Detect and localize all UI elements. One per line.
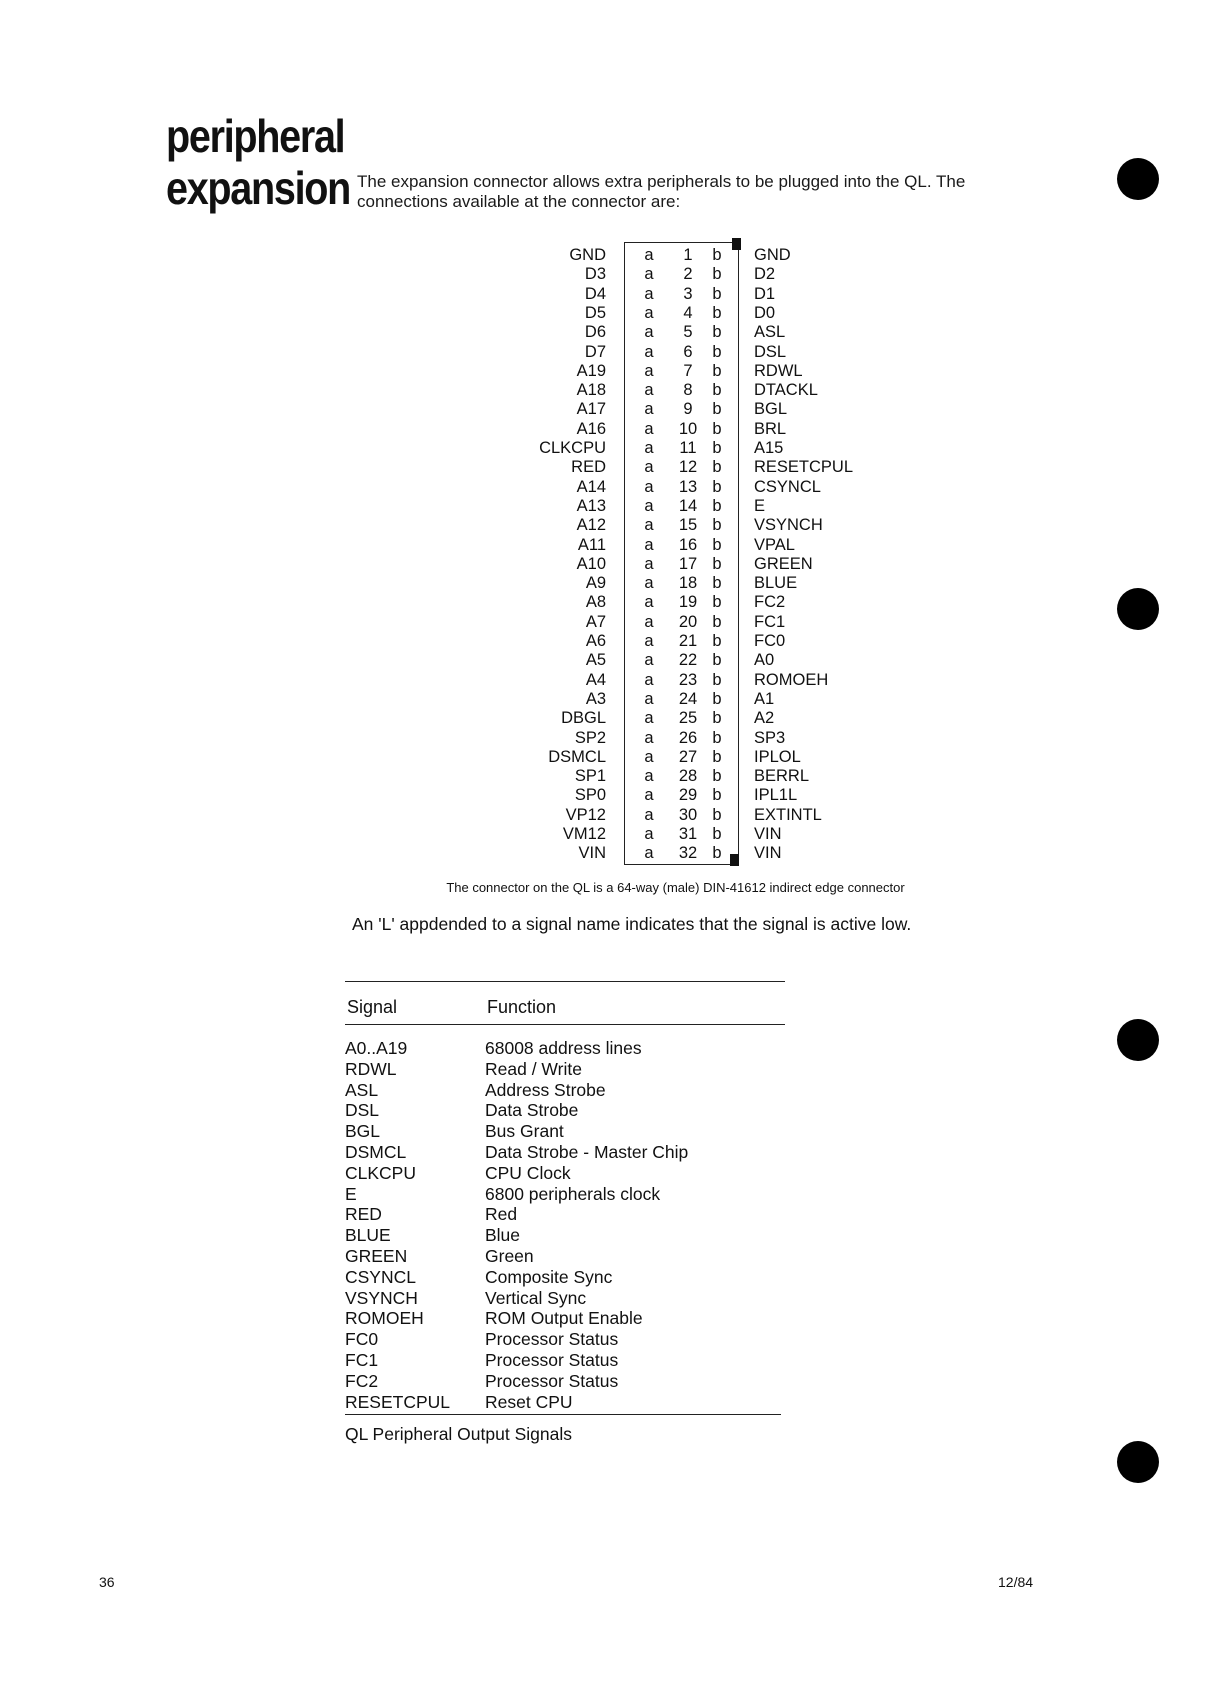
pin-row-b-label: b (712, 265, 722, 284)
pin-signal-b: BGL (754, 400, 788, 419)
pin-row-a-label: a (644, 825, 654, 843)
pin-signal-b: A0 (754, 651, 775, 670)
pin-number: 3 (683, 284, 693, 303)
table-row (345, 1184, 785, 1205)
pin-row (518, 729, 908, 748)
pin-signal-a: A11 (577, 535, 606, 554)
pin-signal-a: SP1 (574, 767, 606, 786)
table-row (345, 1267, 785, 1288)
pin-signal-a: GND (569, 246, 606, 264)
signal-function: Read / Write (485, 1058, 582, 1079)
table-top-rule (345, 981, 785, 982)
signal-function: CPU Clock (485, 1162, 571, 1183)
pin-signal-a: A18 (576, 381, 606, 400)
pin-number: 6 (683, 342, 693, 361)
pin-row (518, 362, 908, 381)
pin-row-a-label: a (644, 805, 654, 824)
pin-row-b-label: b (712, 670, 722, 689)
pin-row-b-label: b (712, 805, 722, 824)
pin-signal-b: GREEN (754, 554, 813, 573)
pin-signal-a: A8 (585, 593, 606, 612)
pin-number: 13 (678, 477, 698, 496)
pin-row (518, 497, 908, 516)
pin-row-b-label: b (712, 728, 722, 747)
pin-number: 17 (678, 554, 698, 573)
pin-row (518, 343, 908, 362)
signal-name: CLKCPU (345, 1162, 416, 1183)
pin-row (518, 767, 908, 786)
pin-signal-b: DTACKL (754, 381, 818, 400)
pin-row-b-label: b (712, 458, 722, 477)
pin-row-a-label: a (644, 574, 654, 593)
pin-signal-a: A17 (576, 400, 606, 419)
pin-row (518, 825, 908, 844)
pin-row-a-label: a (644, 303, 654, 322)
signal-name: RED (345, 1204, 382, 1225)
connector-pinout (518, 238, 908, 868)
pin-signal-b: IPL1L (754, 786, 798, 805)
pin-signal-a: A13 (576, 496, 606, 515)
table-row (345, 1392, 785, 1413)
table-row (345, 1038, 785, 1059)
table-row (345, 1329, 785, 1350)
pin-row (518, 285, 908, 304)
signal-name: FC1 (345, 1350, 379, 1370)
pin-row-a-label: a (644, 458, 654, 477)
table-row (345, 1350, 785, 1371)
signal-name: RDWL (345, 1058, 397, 1079)
pin-number: 7 (683, 361, 693, 380)
pin-row-a-label: a (644, 419, 654, 438)
pin-row-a-label: a (644, 767, 654, 786)
pin-row (518, 458, 908, 477)
pin-signal-a: A14 (576, 477, 606, 496)
signal-function: Processor Status (485, 1350, 619, 1370)
pin-row-b-label: b (712, 419, 722, 438)
pin-signal-a: A3 (585, 689, 606, 708)
pin-row-b-label: b (712, 709, 722, 728)
signal-name: VSYNCH (345, 1287, 418, 1308)
signal-function: ROM Output Enable (485, 1308, 643, 1329)
pin-row (518, 844, 908, 863)
pin-number: 29 (678, 786, 698, 805)
pin-row-b-label: b (712, 496, 722, 515)
page-date: 12/84 (998, 1574, 1034, 1590)
pin-row-a-label: a (644, 342, 654, 361)
pin-row-a-label: a (644, 689, 654, 708)
pin-row (518, 574, 908, 593)
pin-signal-a: D3 (584, 265, 606, 284)
pin-row-a-label: a (644, 844, 654, 863)
table-bottom-rule (345, 1414, 781, 1415)
pin-row-a-label: a (644, 612, 654, 631)
pin-number: 28 (678, 767, 698, 786)
pin-row-b-label: b (712, 554, 722, 573)
signal-name: BGL (345, 1121, 381, 1142)
binder-hole-icon (1117, 1441, 1159, 1483)
pin-row-a-label: a (644, 632, 654, 650)
signal-name: A0..A19 (345, 1038, 408, 1058)
pin-row-b-label: b (712, 246, 722, 264)
pin-row-a-label: a (644, 439, 654, 457)
pin-row (518, 516, 908, 535)
pin-number: 16 (678, 535, 698, 554)
pin-signal-a: A19 (576, 361, 606, 380)
pin-row (518, 265, 908, 284)
pin-signal-b: DSL (754, 342, 787, 361)
signal-function: Vertical Sync (485, 1287, 587, 1308)
pin-row (518, 632, 908, 651)
signal-function: Processor Status (485, 1370, 619, 1391)
signal-name: RESETCPUL (345, 1391, 451, 1412)
signal-name: FC2 (345, 1370, 379, 1391)
intro-paragraph: The expansion connector allows extra peripherals to be plugged into the QL. The connections available at the connector are: (357, 172, 966, 211)
pin-row (518, 671, 908, 690)
pin-signal-b: FC0 (754, 632, 786, 650)
signal-name: BLUE (345, 1225, 391, 1246)
signal-name: E (345, 1183, 357, 1204)
pin-row (518, 420, 908, 439)
signal-function: Processor Status (485, 1329, 619, 1350)
pin-row-b-label: b (712, 516, 722, 535)
signal-function: Red (485, 1204, 518, 1225)
table-row (345, 1371, 785, 1392)
signal-function: Data Strobe - Master Chip (485, 1142, 689, 1162)
pin-row-b-label: b (712, 786, 722, 805)
title-line-2: expansion (166, 162, 351, 214)
pin-signal-b: IPLOL (754, 747, 801, 766)
signal-name: DSL (345, 1100, 380, 1121)
pin-signal-a: SP2 (574, 728, 606, 747)
pin-number: 12 (678, 458, 698, 477)
header-rule (345, 1024, 785, 1025)
pin-row-b-label: b (712, 342, 722, 361)
table-row (345, 1100, 785, 1121)
pin-row-a-label: a (644, 786, 654, 805)
pin-signal-a: D6 (584, 323, 606, 342)
pin-row-b-label: b (712, 844, 722, 863)
pin-number: 21 (678, 632, 698, 650)
pin-signal-b: EXTINTL (754, 805, 822, 824)
pin-signal-a: A5 (585, 651, 606, 670)
pin-row-b-label: b (712, 825, 722, 843)
pin-row (518, 786, 908, 805)
pin-number: 5 (683, 323, 693, 342)
table-row (345, 1163, 785, 1184)
pin-signal-b: D2 (754, 265, 776, 284)
pin-signal-a: VM12 (562, 825, 606, 843)
pin-row-b-label: b (712, 439, 722, 457)
pin-signal-b: BERRL (754, 767, 810, 786)
pin-row (518, 613, 908, 632)
pin-signal-b: FC1 (754, 612, 786, 631)
pin-row-a-label: a (644, 265, 654, 284)
pin-signal-b: CSYNCL (754, 477, 821, 496)
pin-row (518, 651, 908, 670)
table-row (345, 1308, 785, 1329)
pin-number: 23 (678, 670, 698, 689)
signal-function: Reset CPU (485, 1391, 573, 1412)
pin-signal-b: D0 (754, 303, 776, 322)
table-row (345, 1059, 785, 1080)
pin-row (518, 806, 908, 825)
pin-signal-a: A6 (585, 632, 606, 650)
pin-row (518, 400, 908, 419)
pin-signal-a: D7 (584, 342, 606, 361)
signal-name: ASL (345, 1079, 379, 1100)
table-row (345, 1080, 785, 1101)
page-number: 36 (99, 1574, 115, 1590)
pin-signal-b: RESETCPUL (754, 458, 854, 477)
pin-row-a-label: a (644, 284, 654, 303)
table-row (345, 1225, 785, 1246)
signal-function: Blue (485, 1225, 521, 1246)
table-row (345, 1142, 785, 1163)
function-column-header: Function (487, 997, 557, 1017)
signal-name: FC0 (345, 1329, 379, 1350)
pin-signal-b: FC2 (754, 593, 786, 612)
pin-row (518, 748, 908, 767)
table-row (345, 1246, 785, 1267)
pin-signal-b: A15 (754, 439, 784, 457)
pin-signal-a: A4 (585, 670, 606, 689)
pin-number: 1 (683, 246, 693, 264)
pin-row (518, 593, 908, 612)
pin-row-b-label: b (712, 612, 722, 631)
pin-row-a-label: a (644, 747, 654, 766)
pin-row-a-label: a (644, 535, 654, 554)
pin-row-a-label: a (644, 477, 654, 496)
pin-number: 2 (683, 265, 693, 284)
signal-name: GREEN (345, 1246, 408, 1266)
pin-row-a-label: a (644, 728, 654, 747)
signal-name: CSYNCL (345, 1266, 416, 1287)
binder-hole-icon (1117, 588, 1159, 630)
pin-signal-b: BRL (754, 419, 787, 438)
pin-number: 11 (679, 439, 697, 457)
signal-function: Composite Sync (485, 1266, 613, 1287)
pin-row-a-label: a (644, 496, 654, 515)
pin-signal-b: VSYNCH (754, 516, 823, 535)
pin-number: 18 (678, 574, 698, 593)
pin-row-a-label: a (644, 381, 654, 400)
connector-caption: The connector on the QL is a 64-way (male) DIN-41612 indirect edge connector (446, 880, 905, 895)
binder-hole-icon (1117, 158, 1159, 200)
pin-number: 15 (678, 516, 698, 535)
pin-row-a-label: a (644, 400, 654, 419)
pin-signal-a: RED (571, 458, 606, 477)
pin-number: 19 (678, 593, 698, 612)
pin-row-a-label: a (644, 361, 654, 380)
pin-row (518, 690, 908, 709)
pin-row-a-label: a (644, 516, 654, 535)
pin-number: 4 (683, 303, 693, 322)
pin-row-b-label: b (712, 651, 722, 670)
title-line-1: peripheral (166, 110, 345, 162)
signal-name: DSMCL (345, 1142, 407, 1162)
pin-row (518, 381, 908, 400)
pin-signal-b: BLUE (754, 574, 798, 593)
pin-signal-b: SP3 (754, 728, 786, 747)
pin-signal-b: ASL (754, 323, 786, 342)
active-low-note: An 'L' appdended to a signal name indicates that the signal is active low. (352, 914, 912, 934)
signal-name: ROMOEH (345, 1308, 424, 1329)
pin-row-b-label: b (712, 593, 722, 612)
page-title (166, 110, 350, 214)
pin-signal-b: VPAL (754, 535, 795, 554)
pin-number: 14 (678, 496, 698, 515)
pin-row (518, 323, 908, 342)
pin-row-b-label: b (712, 284, 722, 303)
pin-row (518, 536, 908, 555)
pin-signal-a: VIN (578, 844, 606, 863)
pin-number: 8 (683, 381, 693, 400)
pin-signal-a: A9 (585, 574, 606, 593)
pin-row-a-label: a (644, 246, 654, 264)
pin-signal-a: D4 (584, 284, 606, 303)
pin-signal-a: A10 (576, 554, 606, 573)
pin-row-b-label: b (712, 632, 722, 650)
pin-number: 30 (678, 805, 698, 824)
pin-number: 20 (678, 612, 698, 631)
pin-number: 25 (678, 709, 698, 728)
signal-function: Bus Grant (485, 1121, 564, 1142)
pin-signal-a: A7 (585, 612, 606, 631)
table-row (345, 1288, 785, 1309)
pin-signal-a: A16 (576, 419, 606, 438)
pin-number: 31 (678, 825, 698, 843)
pin-signal-b: A1 (754, 689, 775, 708)
signal-function: 68008 address lines (485, 1038, 642, 1058)
pin-number: 24 (678, 689, 698, 708)
pin-signal-b: D1 (754, 284, 776, 303)
pin-number: 9 (683, 400, 693, 419)
pin-signal-b: A2 (754, 709, 775, 728)
pin-signal-a: DBGL (561, 709, 606, 728)
pin-row-b-label: b (712, 689, 722, 708)
signal-function: Green (485, 1246, 534, 1266)
pin-number: 26 (678, 728, 698, 747)
pin-row (518, 555, 908, 574)
pin-row-a-label: a (644, 670, 654, 689)
pin-signal-b: RDWL (754, 361, 803, 380)
pin-signal-b: E (754, 496, 766, 515)
pin-signal-a: DSMCL (548, 747, 606, 766)
pin-row-b-label: b (712, 535, 722, 554)
pin-signal-b: GND (754, 246, 791, 264)
pin-row (518, 304, 908, 323)
signal-function: Data Strobe (485, 1100, 579, 1121)
table-row (345, 1204, 785, 1225)
pin-row-b-label: b (712, 477, 722, 496)
pin-signal-b: VIN (754, 844, 782, 863)
pin-row-b-label: b (712, 400, 722, 419)
pin-row-b-label: b (712, 323, 722, 342)
pin-signal-b: ROMOEH (754, 670, 829, 689)
pin-row-a-label: a (644, 554, 654, 573)
pin-row-b-label: b (712, 381, 722, 400)
pin-signal-a: A12 (576, 516, 606, 535)
pin-signal-a: D5 (584, 303, 606, 322)
pin-row-b-label: b (712, 767, 722, 786)
table-caption: QL Peripheral Output Signals (345, 1424, 572, 1444)
pin-row-a-label: a (644, 593, 654, 612)
pin-row-b-label: b (712, 574, 722, 593)
pin-signal-a: SP0 (574, 786, 606, 805)
pin-number: 32 (678, 844, 698, 863)
pin-row-a-label: a (644, 709, 654, 728)
binder-hole-icon (1117, 1019, 1159, 1061)
pin-row-a-label: a (644, 651, 654, 670)
signal-function: Address Strobe (485, 1079, 606, 1100)
pin-number: 10 (678, 419, 698, 438)
pin-row-b-label: b (712, 747, 722, 766)
pin-row (518, 439, 908, 458)
signal-function: 6800 peripherals clock (485, 1183, 661, 1204)
pin-signal-a: CLKCPU (539, 439, 606, 457)
pin-number: 27 (678, 747, 698, 766)
pin-row-b-label: b (712, 303, 722, 322)
pin-signal-a: VP12 (565, 805, 606, 824)
pin-row-b-label: b (712, 361, 722, 380)
pin-number: 22 (678, 651, 698, 670)
pin-row (518, 709, 908, 728)
pin-row (518, 478, 908, 497)
signal-column-header: Signal (347, 997, 398, 1017)
table-row (345, 1121, 785, 1142)
pin-row-a-label: a (644, 323, 654, 342)
pin-signal-b: VIN (754, 825, 782, 843)
pin-row (518, 246, 908, 265)
